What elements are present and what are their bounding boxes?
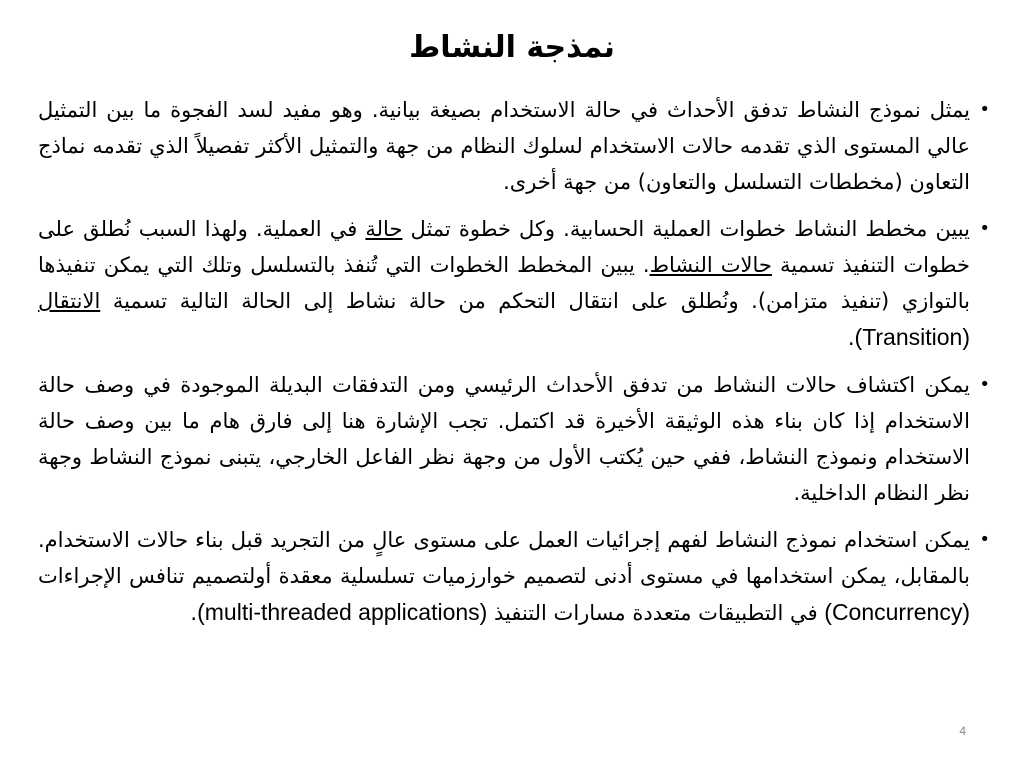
bullet-icon: •: [979, 218, 990, 239]
slide-content: [38, 92, 990, 642]
bullet-text-part: .: [190, 601, 198, 625]
bullet-text-part: .: [847, 326, 855, 350]
latin-term-concurrency: (Concurrency): [824, 599, 970, 625]
page-number: 4: [959, 724, 966, 738]
bullet-text: يمكن اكتشاف حالات النشاط من تدفق الأحداث الرئيسي ومن التدفقات البديلة الموجودة في وصف حالة الاستخدام إذا كان بناء هذه الوثيقة الأخيرة قد اكتمل. تجب الإشارة هنا إلى فارق هام ما بين وصف حالة الاستخدام ونموذج النشاط، ففي حين يُكتب الأول من وجهة نظر الفاعل الخارجي، يتبنى نموذج النشاط وجهة نظر النظام الداخلية.: [38, 373, 970, 505]
bullet-text-part: يمكن استخدام نموذج النشاط لفهم إجرائيات العمل على مستوى عالٍ من التجريد قبل بناء حالات الاستخدام. بالمقابل، يمكن استخدامها في مستوى أدنى لتصميم خوارزميات تسلسلية معقدة أولتصميم تنافس الإجراءات: [38, 528, 970, 588]
underlined-term-activity-states: حالات النشاط: [649, 253, 772, 277]
slide-title: نمذجة النشاط: [409, 30, 615, 65]
bullet-item-4: [38, 522, 990, 631]
bullet-text: يمثل نموذج النشاط تدفق الأحداث في حالة الاستخدام بصيغة بيانية. وهو مفيد لسد الفجوة ما بين التمثيل عالي المستوى الذي تقدمه حالات الاستخدام لسلوك النظام من جهة والتمثيل الأكثر تفصيلاً الذي تقدمه نماذج التعاون (مخططات التسلسل والتعاون) من جهة أخرى.: [38, 98, 970, 194]
bullet-text-part: يبين مخطط النشاط خطوات العملية الحسابية. وكل خطوة تمثل: [402, 217, 970, 241]
bullet-item-1: [38, 92, 990, 200]
bullet-icon: •: [979, 529, 990, 550]
bullet-text-part: في التطبيقات متعددة مسارات التنفيذ: [487, 601, 825, 625]
underlined-term-transition: الانتقال: [38, 289, 101, 313]
bullet-text-part: في العملية. ولهذا السبب نُطلق على خطوات التنفيذ تسمية: [38, 217, 970, 277]
bullet-text-part: . يبين المخطط الخطوات التي تُنفذ بالتسلسل وتلك التي يمكن تنفيذها بالتوازي (تنفيذ متزامن). ونُطلق على انتقال التحكم من حالة نشاط إلى الحالة التالية تسمية: [38, 253, 970, 313]
latin-term-multithreaded: (multi-threaded applications): [197, 599, 488, 625]
bullet-icon: •: [979, 99, 990, 120]
bullet-item-3: [38, 367, 990, 511]
latin-term-transition: (Transition): [854, 324, 970, 350]
underlined-term-state: حالة: [365, 217, 403, 241]
bullet-icon: •: [979, 374, 990, 395]
bullet-item-2: [38, 211, 990, 356]
